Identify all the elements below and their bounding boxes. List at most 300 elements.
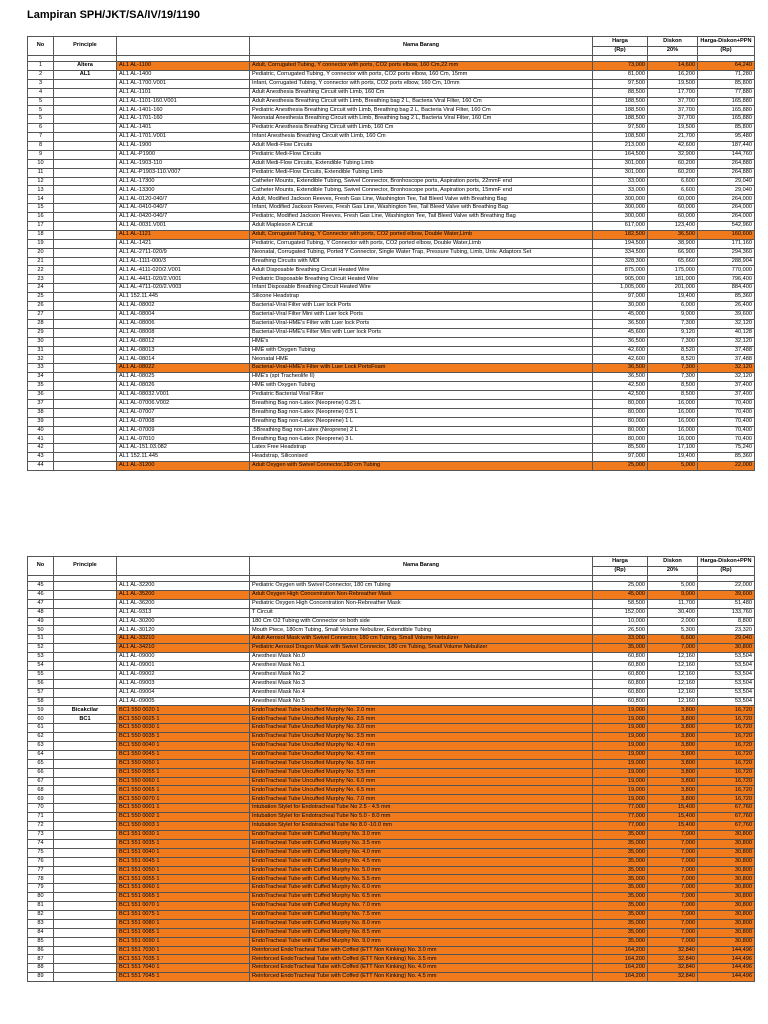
row-item-code: BC1 550 0055 1 [117,768,250,777]
table-row [28,830,755,839]
row-item-code: AL1 AL-0031.V001 [117,222,250,231]
row-number: 74 [28,839,54,848]
table-row [28,937,755,946]
row-nama-barang: Pediatric, Corrugated Tubing, Y Connector with ports, CO2 ported elbow, Double Water,Limb [250,239,593,248]
row-diskon: 12,160 [648,653,698,662]
row-diskon: 12,160 [648,697,698,706]
row-nama-barang: Reinforced EndoTracheal Tube with Coffed (ETT Non Kinking) No. 4.0 mm [250,964,593,973]
row-item-code: AL1 AL-08014 [117,355,250,364]
row-number: 35 [28,382,54,391]
row-principle [54,373,117,382]
row-harga: 19,000 [593,795,648,804]
row-nama-barang: Breathing Bag non-Latex (Neoprene) 1 L [250,417,593,426]
table-row [28,266,755,275]
row-diskon: 3,800 [648,706,698,715]
header-nama-barang: Nama Barang [250,37,593,56]
row-total: 16,720 [698,777,755,786]
row-harga: 328,300 [593,257,648,266]
row-nama-barang: EndoTracheal Tube with Cuffed Murphy No. 7.5 mm [250,910,593,919]
table-row [28,373,755,382]
row-diskon: 3,800 [648,724,698,733]
row-diskon: 5,000 [648,582,698,591]
row-principle [54,310,117,319]
row-diskon: 12,160 [648,688,698,697]
table-row [28,275,755,284]
row-total: 30,800 [698,644,755,653]
row-diskon: 7,300 [648,364,698,373]
row-nama-barang: Latex Free Headstrap [250,444,593,453]
row-item-code: AL1 AL-0410-040/7 [117,204,250,213]
row-harga: 73,000 [593,62,648,71]
price-table-1 [27,36,755,471]
table-row [28,866,755,875]
row-harga: 97,500 [593,79,648,88]
row-nama-barang: EndoTracheal Tube Uncuffed Murphy No. 7.0 mm [250,795,593,804]
row-item-code: BC1 550 0001 1 [117,804,250,813]
row-item-code: AL1 AL-1100 [117,62,250,71]
price-table-2 [27,556,755,982]
row-principle [54,804,117,813]
row-total: 85,800 [698,124,755,133]
row-total: 67,760 [698,822,755,831]
row-nama-barang: EndoTracheal Tube Uncuffed Murphy No. 6.0 mm [250,777,593,786]
row-total: 29,040 [698,186,755,195]
row-total: 53,504 [698,679,755,688]
table-row [28,919,755,928]
row-number: 82 [28,910,54,919]
row-number: 49 [28,617,54,626]
row-total: 95,480 [698,133,755,142]
table-row [28,417,755,426]
row-item-code: AL1 AL-09002 [117,670,250,679]
row-principle [54,928,117,937]
row-harga: 97,500 [593,124,648,133]
row-number: 88 [28,964,54,973]
table-row [28,786,755,795]
row-principle [54,302,117,311]
row-total: 64,240 [698,62,755,71]
row-principle [54,230,117,239]
row-diskon: 7,300 [648,319,698,328]
row-principle [54,964,117,973]
row-item-code: AL1 AL-0120-040/7 [117,195,250,204]
row-nama-barang: EndoTracheal Tube Uncuffed Murphy No. 2.0 mm [250,706,593,715]
row-item-code: AL1 AL-P1903-110.V007 [117,168,250,177]
row-nama-barang: EndoTracheal Tube with Cuffed Murphy No. 4.5 mm [250,857,593,866]
row-principle [54,777,117,786]
row-item-code: BC1 550 0030 1 [117,724,250,733]
row-harga: 25,000 [593,462,648,471]
row-nama-barang: EndoTracheal Tube with Cuffed Murphy No. 8.5 mm [250,928,593,937]
row-principle [54,408,117,417]
row-item-code: BC1 551 0060 1 [117,884,250,893]
row-item-code: AL1 AL-08008 [117,328,250,337]
row-principle [54,662,117,671]
row-number: 56 [28,679,54,688]
row-principle [54,893,117,902]
table-row [28,310,755,319]
row-harga: 35,000 [593,839,648,848]
row-number: 43 [28,453,54,462]
row-principle [54,462,117,471]
table-row [28,893,755,902]
row-harga: 60,800 [593,670,648,679]
row-nama-barang: Anesthesi Mask No.4 [250,688,593,697]
row-number: 75 [28,848,54,857]
row-harga: 19,000 [593,759,648,768]
row-diskon: 16,000 [648,426,698,435]
row-diskon: 15,400 [648,804,698,813]
row-number: 37 [28,399,54,408]
row-total: 70,400 [698,435,755,444]
row-harga: 19,000 [593,742,648,751]
row-diskon: 12,160 [648,662,698,671]
row-nama-barang: Bacterial-Viral-HME's Filter with Luer lock Ports [250,319,593,328]
row-item-code: BC1 550 0070 1 [117,795,250,804]
table-row [28,328,755,337]
row-total: 85,360 [698,293,755,302]
row-total: 70,400 [698,408,755,417]
row-nama-barang: Pediatric Disposable Breathing Circuit Heated Wire [250,275,593,284]
row-harga: 80,000 [593,417,648,426]
row-nama-barang: EndoTracheal Tube Uncuffed Murphy No. 6.5 mm [250,786,593,795]
row-diskon: 32,840 [648,964,698,973]
row-diskon: 19,500 [648,79,698,88]
row-item-code: AL1 AL-35200 [117,590,250,599]
row-nama-barang: EndoTracheal Tube with Cuffed Murphy No. 8.0 mm [250,919,593,928]
header-item-code [117,37,250,56]
row-total: 264,880 [698,159,755,168]
row-nama-barang: EndoTracheal Tube with Cuffed Murphy No. 3.0 mm [250,830,593,839]
row-item-code: AL1 AL-07008 [117,417,250,426]
row-principle [54,177,117,186]
row-total: 22,000 [698,462,755,471]
row-number: 11 [28,168,54,177]
row-total: 32,120 [698,373,755,382]
row-number: 76 [28,857,54,866]
row-nama-barang: Pediatric Oxygen High Concentration Non-Rebreather Mask [250,599,593,608]
table-row [28,688,755,697]
row-item-code: AL1 AL-151.03.082 [117,444,250,453]
row-item-code: BC1 551 0055 1 [117,875,250,884]
row-principle [54,453,117,462]
row-item-code: AL1 AL-4411-020/2.V001 [117,275,250,284]
row-number: 89 [28,973,54,982]
row-item-code: AL1 AL-08002 [117,302,250,311]
row-diskon: 15,400 [648,813,698,822]
row-harga: 188,500 [593,115,648,124]
row-number: 7 [28,133,54,142]
row-principle [54,364,117,373]
row-harga: 45,000 [593,310,648,319]
row-diskon: 12,160 [648,679,698,688]
table-row [28,293,755,302]
row-total: 30,800 [698,848,755,857]
row-number: 51 [28,635,54,644]
row-item-code: AL1 AL-30200 [117,617,250,626]
row-total: 144,496 [698,946,755,955]
row-number: 29 [28,328,54,337]
row-total: 884,400 [698,284,755,293]
table-row [28,142,755,151]
row-principle [54,97,117,106]
row-item-code: BC1 551 0050 1 [117,866,250,875]
row-total: 16,720 [698,750,755,759]
row-total: 30,800 [698,910,755,919]
row-number: 67 [28,777,54,786]
row-nama-barang: EndoTracheal Tube Uncuffed Murphy No. 5.0 mm [250,759,593,768]
row-item-code: BC1 550 0003 1 [117,822,250,831]
row-principle [54,257,117,266]
row-item-code: AL1 AL-1900 [117,142,250,151]
row-harga: 164,200 [593,955,648,964]
table-row [28,902,755,911]
row-total: 770,000 [698,266,755,275]
row-number: 5 [28,115,54,124]
table-row [28,159,755,168]
row-number: 47 [28,599,54,608]
row-diskon: 3,800 [648,750,698,759]
row-diskon: 3,800 [648,715,698,724]
row-nama-barang: Bacterial-Viral-HME's Filter with Luer Lock PortsFoam [250,364,593,373]
row-nama-barang: Reinforced EndoTracheal Tube with Coffed (ETT Non Kinking) No. 3.5 mm [250,955,593,964]
row-total: 16,720 [698,715,755,724]
row-diskon: 8,500 [648,390,698,399]
row-diskon: 7,000 [648,644,698,653]
row-harga: 164,500 [593,150,648,159]
row-nama-barang: Pediatric Medi-Flow Circuits, Extendible Tubing Limb [250,168,593,177]
row-principle [54,346,117,355]
row-harga: 25,000 [593,582,648,591]
row-principle [54,866,117,875]
row-principle [54,399,117,408]
row-principle [54,670,117,679]
row-item-code: AL1 AL-1701-160 [117,115,250,124]
row-diskon: 9,000 [648,590,698,599]
row-number: 14 [28,195,54,204]
row-number: 66 [28,768,54,777]
row-total: 32,120 [698,364,755,373]
row-total: 171,160 [698,239,755,248]
row-diskon: 16,000 [648,408,698,417]
row-principle: Bicakcilar [54,706,117,715]
row-nama-barang: Bacterial-Viral Filter Mini with Luer lock Ports [250,310,593,319]
row-principle [54,750,117,759]
row-nama-barang: Reinforced EndoTracheal Tube with Coffed (ETT Non Kinking) No. 3.0 mm [250,946,593,955]
row-number: 72 [28,822,54,831]
row-nama-barang: HME's [250,337,593,346]
row-harga: 36,500 [593,364,648,373]
row-total: 264,000 [698,213,755,222]
row-diskon: 3,800 [648,786,698,795]
row-total: 30,800 [698,839,755,848]
row-item-code: AL1 AL-1421 [117,239,250,248]
row-principle [54,946,117,955]
row-item-code: AL1 AL-09003 [117,679,250,688]
table-row [28,248,755,257]
row-harga: 42,500 [593,382,648,391]
row-harga: 58,500 [593,599,648,608]
row-diskon: 30,400 [648,608,698,617]
header-principle: Principle [54,37,117,56]
row-total: 67,760 [698,804,755,813]
row-diskon: 7,000 [648,857,698,866]
table-row [28,444,755,453]
row-principle [54,742,117,751]
row-number: 31 [28,346,54,355]
row-principle [54,435,117,444]
row-nama-barang: Bacterial-Viral Filter with Luer lock Ports [250,302,593,311]
row-total: 30,800 [698,928,755,937]
table-row [28,79,755,88]
row-total: 53,504 [698,697,755,706]
row-nama-barang: Breathing Bag non-Latex (Neoprene) 0.25 L [250,399,593,408]
row-harga: 334,500 [593,248,648,257]
row-item-code: AL1 AL-4111-020/2.V001 [117,266,250,275]
row-harga: 60,800 [593,688,648,697]
row-nama-barang: Adult, Modified Jackson Reeves, Fresh Gas Line, Washington Tee, Tail Bleed Valve with Breathing Bag [250,195,593,204]
row-principle: BC1 [54,715,117,724]
row-number: 36 [28,390,54,399]
row-number: 60 [28,715,54,724]
table-row [28,319,755,328]
row-number: 21 [28,257,54,266]
table-row [28,804,755,813]
row-item-code: AL1 AL-31200 [117,462,250,471]
row-principle [54,222,117,231]
row-nama-barang: Anesthesi Mask No.3 [250,679,593,688]
table-row [28,973,755,982]
table-row [28,213,755,222]
row-principle [54,857,117,866]
row-item-code: AL1 152.11.445 [117,293,250,302]
table-row [28,848,755,857]
row-nama-barang: EndoTracheal Tube with Cuffed Murphy No. 6.5 mm [250,893,593,902]
row-diskon: 8,500 [648,382,698,391]
row-total: 16,720 [698,759,755,768]
row-nama-barang: Adult Mapleson A Circuit [250,222,593,231]
table-row [28,284,755,293]
row-item-code: BC1 550 0020 1 [117,706,250,715]
row-diskon: 37,700 [648,106,698,115]
row-item-code: BC1 551 0090 1 [117,937,250,946]
row-item-code: AL1 AL-30120 [117,626,250,635]
table-row [28,759,755,768]
table-row [28,795,755,804]
row-diskon: 32,840 [648,973,698,982]
row-harga: 88,500 [593,88,648,97]
row-diskon: 15,400 [648,822,698,831]
row-total: 8,800 [698,617,755,626]
row-principle [54,390,117,399]
row-nama-barang: EndoTracheal Tube Uncuffed Murphy No. 4.0 mm [250,742,593,751]
row-principle [54,275,117,284]
row-harga: 77,000 [593,822,648,831]
row-number: 41 [28,435,54,444]
row-item-code: AL1 AL-08006 [117,319,250,328]
row-number: 2 [28,70,54,79]
row-nama-barang: .5Breathing Bag non-Latex (Neoprene) 2 L [250,426,593,435]
row-item-code: BC1 550 0002 1 [117,813,250,822]
row-diskon: 6,600 [648,177,698,186]
header-item-code [117,557,250,576]
row-number: 13 [28,186,54,195]
row-number: 5 [28,97,54,106]
table-row [28,653,755,662]
header-total: Harga-Diskon+PPN [698,557,755,567]
table-row [28,453,755,462]
row-number: 27 [28,310,54,319]
table-row [28,582,755,591]
row-nama-barang: Catheter Mounts, Extendible Tubing, Swivel Connector, Bronhoscope ports, Aspiration ports, 15mmF end [250,186,593,195]
row-principle [54,733,117,742]
table-row [28,124,755,133]
row-item-code: AL1 AL-07009 [117,426,250,435]
row-diskon: 60,200 [648,168,698,177]
row-diskon: 201,000 [648,284,698,293]
row-diskon: 11,700 [648,599,698,608]
row-number: 42 [28,444,54,453]
row-diskon: 17,700 [648,88,698,97]
row-number: 65 [28,759,54,768]
row-harga: 97,000 [593,453,648,462]
row-nama-barang: EndoTracheal Tube Uncuffed Murphy No. 2.5 mm [250,715,593,724]
row-diskon: 32,900 [648,150,698,159]
table-row [28,204,755,213]
row-item-code: AL1 AL-1121 [117,230,250,239]
row-harga: 19,000 [593,706,648,715]
row-nama-barang: Breathing Bag non-Latex (Neoprene) 3 L [250,435,593,444]
row-harga: 19,000 [593,768,648,777]
table-row [28,670,755,679]
table-row [28,106,755,115]
row-number: 9 [28,150,54,159]
row-harga: 80,000 [593,426,648,435]
row-principle [54,293,117,302]
table-row [28,928,755,937]
row-number: 23 [28,275,54,284]
row-diskon: 7,000 [648,875,698,884]
row-diskon: 14,600 [648,62,698,71]
row-nama-barang: Pediatric, Corrugated Tubing, Y connector with ports, CO2 ports elbow, 160 Cm, 15mm [250,70,593,79]
header-diskon-pct: 20% [648,47,698,56]
table-row [28,662,755,671]
row-total: 30,800 [698,830,755,839]
row-harga: 60,800 [593,679,648,688]
row-harga: 617,000 [593,222,648,231]
row-principle [54,919,117,928]
row-diskon: 9,120 [648,328,698,337]
row-principle [54,328,117,337]
row-item-code: AL1 AL-08026 [117,382,250,391]
table-row [28,910,755,919]
row-nama-barang: Neonatal HME [250,355,593,364]
row-principle [54,955,117,964]
table-row [28,822,755,831]
table-row [28,946,755,955]
row-harga: 35,000 [593,919,648,928]
row-item-code: AL1 AL-32200 [117,582,250,591]
header-nama-barang: Nama Barang [250,557,593,576]
row-number: 85 [28,937,54,946]
row-nama-barang: Adult Medi-Flow Circuits [250,142,593,151]
row-diskon: 7,000 [648,928,698,937]
row-harga: 300,000 [593,195,648,204]
table-row [28,435,755,444]
row-item-code: AL1 AL-13300 [117,186,250,195]
row-harga: 80,000 [593,399,648,408]
row-principle [54,688,117,697]
